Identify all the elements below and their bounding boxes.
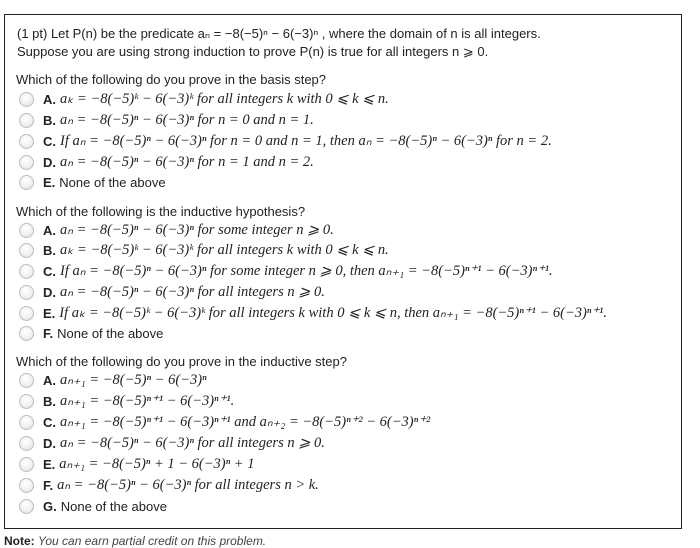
radio-button[interactable] xyxy=(19,264,34,279)
radio-button[interactable] xyxy=(19,373,34,388)
intro-line-1: (1 pt) Let P(n) be the predicate aₙ = −8(−5)ⁿ − 6(−3)ⁿ , where the domain of n is all integers. xyxy=(17,26,541,41)
option-text: aₖ = −8(−5)ᵏ − 6(−3)ᵏ for all integers k with 0 ⩽ k ⩽ n. xyxy=(60,242,389,258)
option-text: None of the above xyxy=(57,326,164,341)
q3-option-g[interactable] xyxy=(19,497,167,516)
q1-option-e[interactable] xyxy=(19,173,166,192)
option-letter: B. xyxy=(43,394,56,409)
radio-button[interactable] xyxy=(19,478,34,493)
option-letter: E. xyxy=(43,306,56,321)
option-letter: B. xyxy=(43,113,56,128)
option-letter: G. xyxy=(43,499,57,514)
option-letter: D. xyxy=(43,285,56,300)
option-letter: F. xyxy=(43,478,54,493)
radio-button[interactable] xyxy=(19,326,34,341)
q3-option-b[interactable] xyxy=(19,392,234,411)
option-text: If aₙ = −8(−5)ⁿ − 6(−3)ⁿ for n = 0 and n = 1, then aₙ = −8(−5)ⁿ − 6(−3)ⁿ for n = 2. xyxy=(60,133,552,149)
radio-button[interactable] xyxy=(19,415,34,430)
option-letter: C. xyxy=(43,134,56,149)
option-text: aₖ = −8(−5)ᵏ − 6(−3)ᵏ for all integers k with 0 ⩽ k ⩽ n. xyxy=(60,91,389,107)
q2-option-d[interactable] xyxy=(19,283,325,302)
option-text: aₙ₊₁ = −8(−5)ⁿ⁺¹ − 6(−3)ⁿ⁺¹ and aₙ₊₂ = −8(−5)ⁿ⁺² − 6(−3)ⁿ⁺² xyxy=(60,414,431,430)
question-2-prompt: Which of the following is the inductive hypothesis? xyxy=(16,204,306,219)
option-letter: B. xyxy=(43,243,56,258)
radio-button[interactable] xyxy=(19,499,34,514)
radio-button[interactable] xyxy=(19,113,34,128)
q1-option-c[interactable] xyxy=(19,132,552,151)
q3-option-a[interactable] xyxy=(19,371,207,390)
radio-button[interactable] xyxy=(19,92,34,107)
note-text: You can earn partial credit on this problem. xyxy=(38,534,267,548)
option-letter: D. xyxy=(43,155,56,170)
q2-option-b[interactable] xyxy=(19,241,389,260)
q1-option-a[interactable] xyxy=(19,90,389,109)
option-text: If aₖ = −8(−5)ᵏ − 6(−3)ᵏ for all integers k with 0 ⩽ k ⩽ n, then aₙ₊₁ = −8(−5)ⁿ⁺¹ − 6(−3)ⁿ⁺¹. xyxy=(59,305,607,321)
q1-option-d[interactable] xyxy=(19,153,314,172)
option-letter: A. xyxy=(43,223,56,238)
q2-option-f[interactable] xyxy=(19,324,163,343)
option-text: aₙ₊₁ = −8(−5)ⁿ − 6(−3)ⁿ xyxy=(60,372,207,388)
note-label: Note: xyxy=(4,534,35,548)
q2-option-e[interactable] xyxy=(19,304,607,323)
option-text: aₙ = −8(−5)ⁿ − 6(−3)ⁿ for all integers n > k. xyxy=(57,477,319,493)
option-letter: C. xyxy=(43,415,56,430)
option-text: aₙ₊₁ = −8(−5)ⁿ + 1 − 6(−3)ⁿ + 1 xyxy=(59,456,255,472)
q3-option-d[interactable] xyxy=(19,434,325,453)
option-letter: E. xyxy=(43,457,56,472)
option-text: aₙ = −8(−5)ⁿ − 6(−3)ⁿ for n = 1 and n = 2. xyxy=(60,154,314,170)
q3-option-f[interactable] xyxy=(19,476,319,495)
q3-option-c[interactable] xyxy=(19,413,430,432)
option-text: None of the above xyxy=(59,175,166,190)
option-letter: E. xyxy=(43,175,56,190)
intro-line-2: Suppose you are using strong induction to prove P(n) is true for all integers n ⩾ 0. xyxy=(17,44,489,59)
radio-button[interactable] xyxy=(19,306,34,321)
option-text: If aₙ = −8(−5)ⁿ − 6(−3)ⁿ for some integer n ⩾ 0, then aₙ₊₁ = −8(−5)ⁿ⁺¹ − 6(−3)ⁿ⁺¹. xyxy=(60,263,553,279)
radio-button[interactable] xyxy=(19,243,34,258)
radio-button[interactable] xyxy=(19,394,34,409)
option-text: aₙ = −8(−5)ⁿ − 6(−3)ⁿ for n = 0 and n = 1. xyxy=(60,112,314,128)
option-letter: D. xyxy=(43,436,56,451)
option-letter: A. xyxy=(43,373,56,388)
radio-button[interactable] xyxy=(19,436,34,451)
option-letter: F. xyxy=(43,326,54,341)
q3-option-e[interactable] xyxy=(19,455,254,474)
question-3-prompt: Which of the following do you prove in the inductive step? xyxy=(16,354,347,369)
option-letter: A. xyxy=(43,92,56,107)
radio-button[interactable] xyxy=(19,155,34,170)
option-text: aₙ = −8(−5)ⁿ − 6(−3)ⁿ for some integer n ⩾ 0. xyxy=(60,222,334,238)
question-1-prompt: Which of the following do you prove in the basis step? xyxy=(16,72,327,87)
q1-option-b[interactable] xyxy=(19,111,314,130)
q2-option-c[interactable] xyxy=(19,262,553,281)
radio-button[interactable] xyxy=(19,134,34,149)
radio-button[interactable] xyxy=(19,223,34,238)
option-text: aₙ = −8(−5)ⁿ − 6(−3)ⁿ for all integers n ⩾ 0. xyxy=(60,435,325,451)
option-text: aₙ₊₁ = −8(−5)ⁿ⁺¹ − 6(−3)ⁿ⁺¹. xyxy=(60,393,235,409)
option-letter: C. xyxy=(43,264,56,279)
option-text: None of the above xyxy=(60,499,167,514)
radio-button[interactable] xyxy=(19,285,34,300)
radio-button[interactable] xyxy=(19,175,34,190)
radio-button[interactable] xyxy=(19,457,34,472)
q2-option-a[interactable] xyxy=(19,221,334,240)
problem-panel xyxy=(4,14,682,529)
option-text: aₙ = −8(−5)ⁿ − 6(−3)ⁿ for all integers n ⩾ 0. xyxy=(60,284,325,300)
